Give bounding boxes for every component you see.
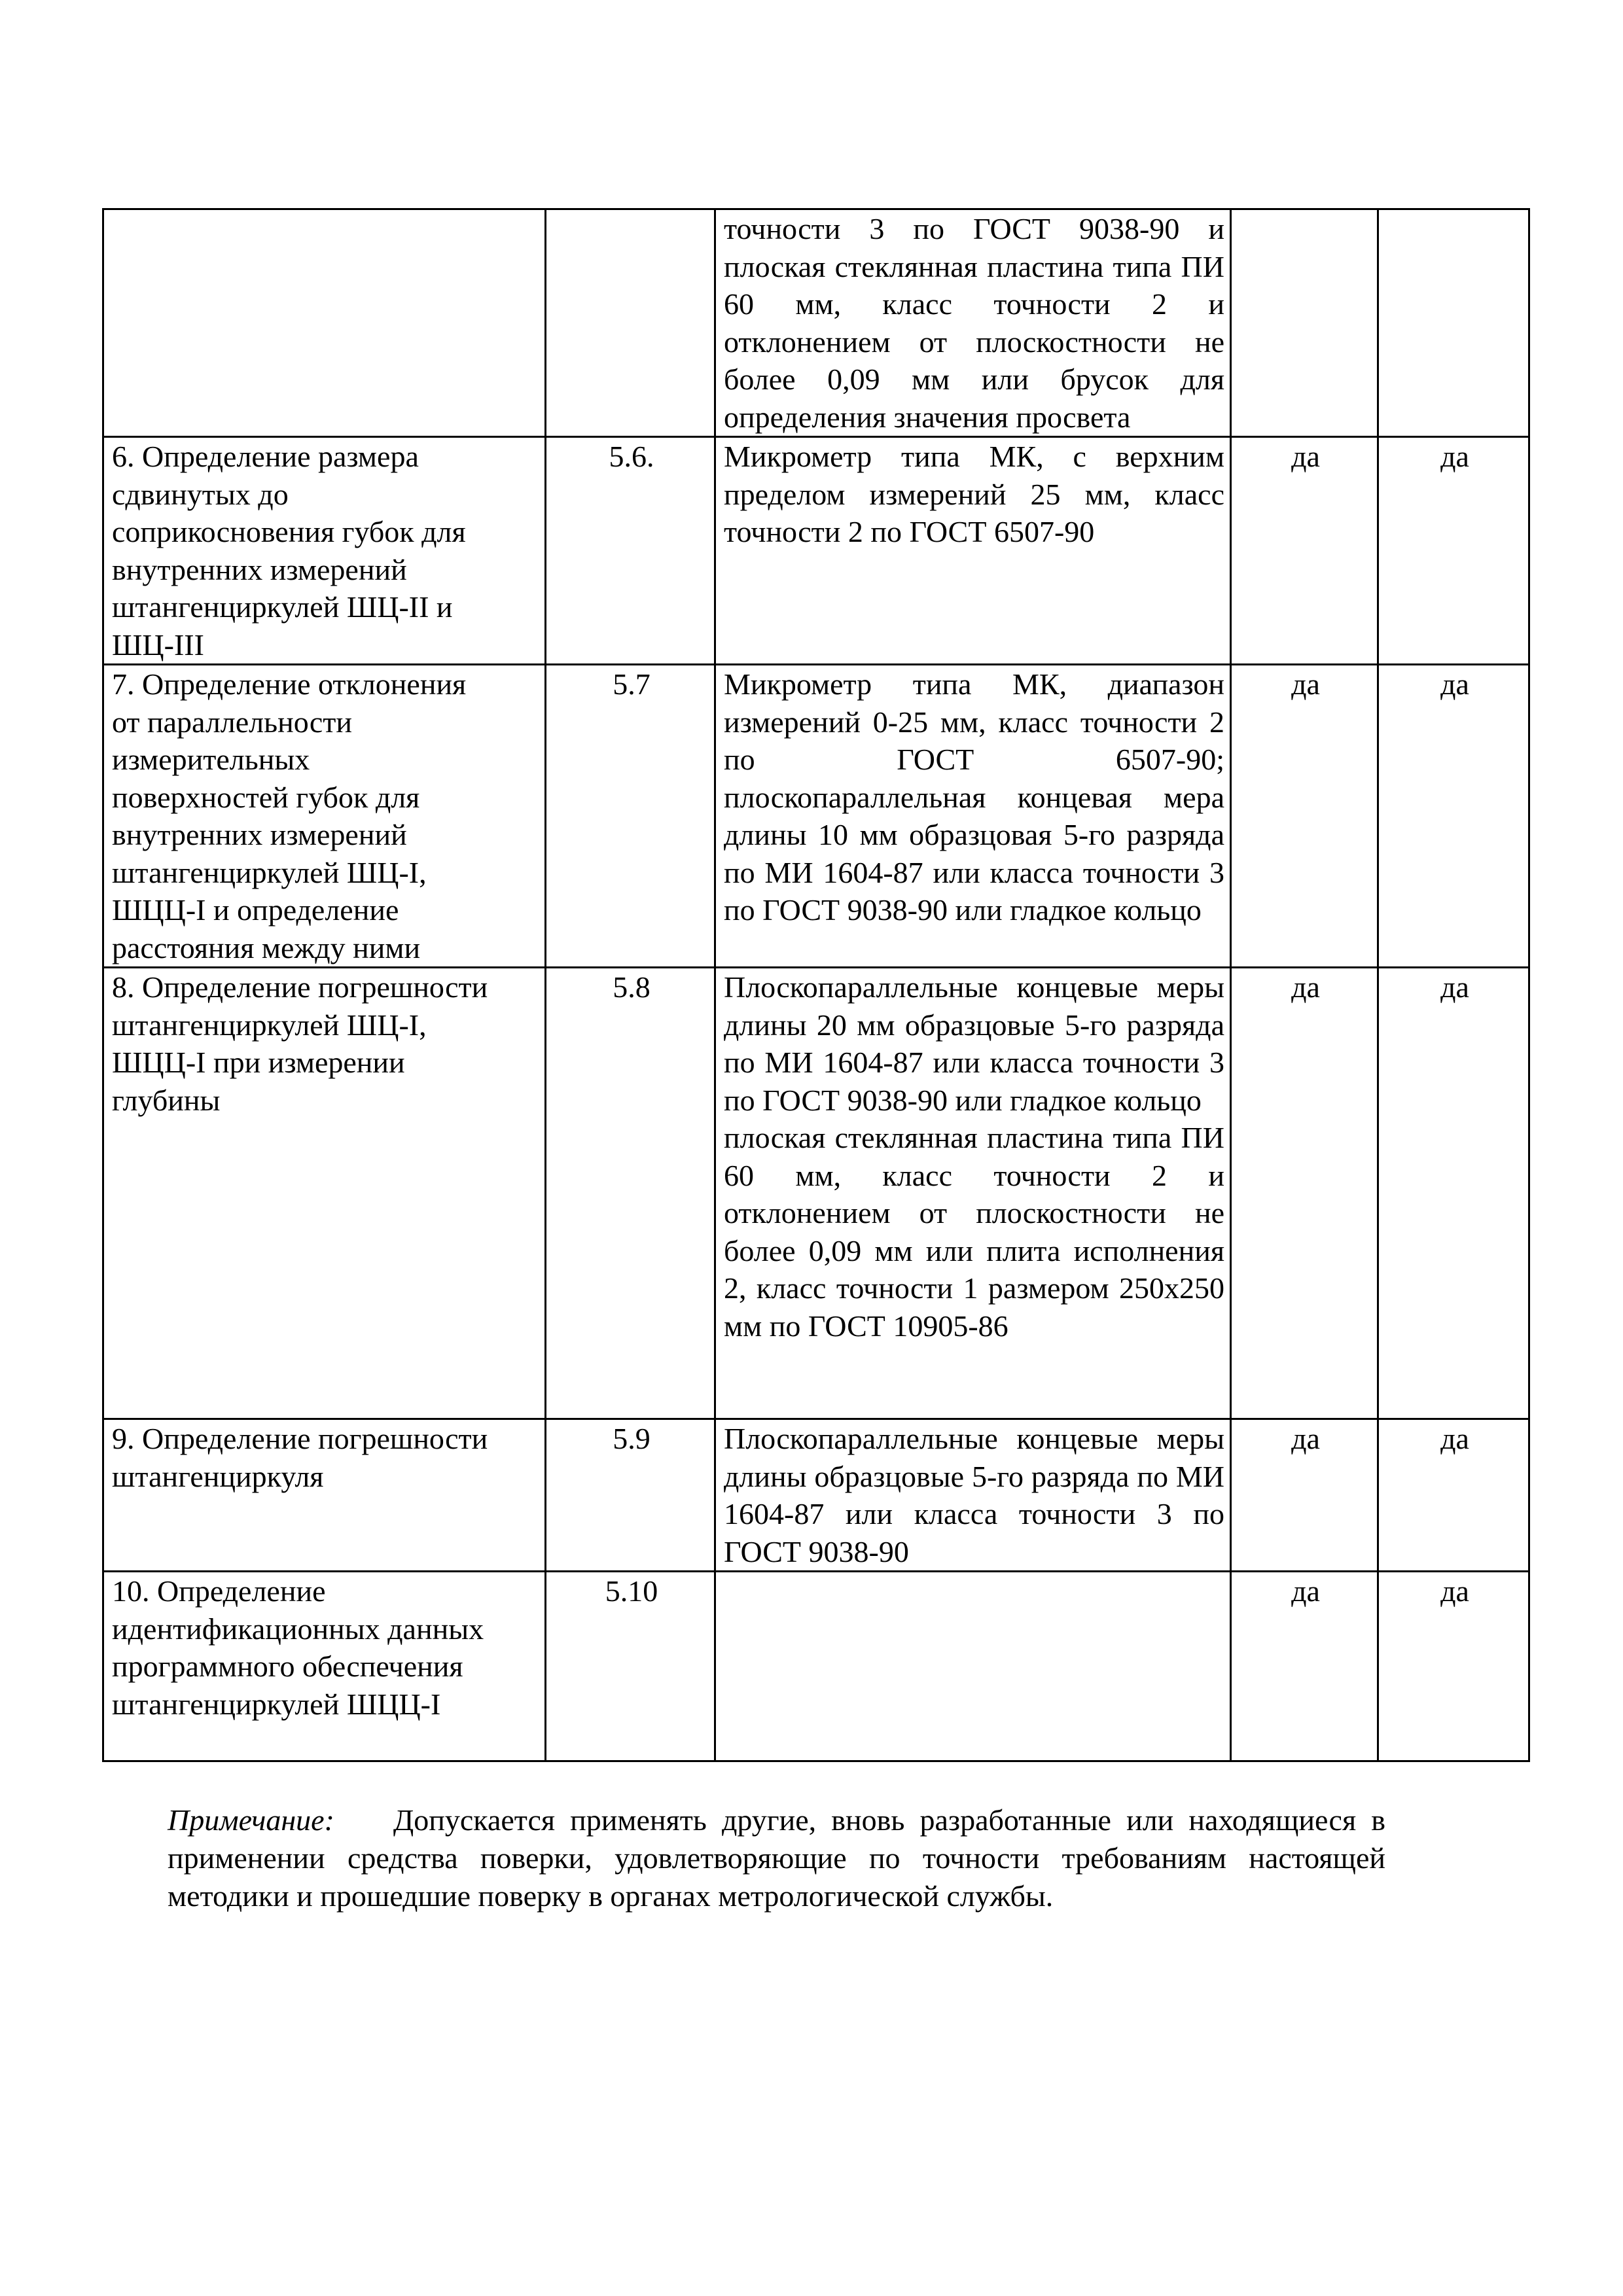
- method-item-cell: 5.9: [546, 1419, 715, 1572]
- primary-verification-cell: да: [1231, 665, 1378, 968]
- method-item-cell: 5.7: [546, 665, 715, 968]
- verification-means-cell: Микрометр типа МК, диапазон измерений 0-25 мм, класс точности 2 по ГОСТ 6507-90; плоскопараллельная концевая мера длины 10 мм образцовая 5-го разряда по МИ 1604-87 или класса точности 3 по ГОСТ 9038-90 или гладкое кольцо: [715, 665, 1231, 968]
- table-row: [103, 968, 1529, 1419]
- periodic-verification-cell: да: [1378, 437, 1529, 665]
- table-row: [103, 1419, 1529, 1572]
- method-item-cell: 5.6.: [546, 437, 715, 665]
- note-text: Допускается применять другие, вновь разработанные или находящиеся в применении средства поверки, удовлетворяющие по точности требованиям настоящей методики и прошедшие поверку в органах метрологической службы.: [168, 1803, 1385, 1913]
- verification-means-cell: Микрометр типа МК, с верхним пределом измерений 25 мм, класс точности 2 по ГОСТ 6507-90: [715, 437, 1231, 665]
- periodic-verification-cell: да: [1378, 665, 1529, 968]
- verification-means-cell: Плоскопараллельные концевые меры длины образцовые 5-го разряда по МИ 1604-87 или класса точности 3 по ГОСТ 9038-90: [715, 1419, 1231, 1572]
- method-item-cell: 5.10: [546, 1572, 715, 1761]
- table-row: [103, 1572, 1529, 1761]
- method-item-cell: 5.8: [546, 968, 715, 1419]
- periodic-verification-cell: да: [1378, 1419, 1529, 1572]
- table-row: [103, 209, 1529, 437]
- operation-cell: 7. Определение отклонения от параллельности измерительных поверхностей губок для внутренних измерений штангенциркулей ШЦ-I, ШЦЦ-I и определение расстояния между ними: [103, 665, 546, 968]
- verification-means-cell: точности 3 по ГОСТ 9038-90 и плоская стеклянная пластина типа ПИ 60 мм, класс точности 2 и отклонением от плоскостности не более 0,09 мм или брусок для определения значения просвета: [715, 209, 1231, 437]
- operation-cell: 9. Определение погрешности штангенциркуля: [103, 1419, 546, 1572]
- periodic-verification-cell: [1378, 209, 1529, 437]
- operation-cell: 10. Определение идентификационных данных программного обеспечения штангенциркулей ШЦЦ-I: [103, 1572, 546, 1761]
- primary-verification-cell: [1231, 209, 1378, 437]
- verification-means-cell: Плоскопараллельные концевые меры длины 20 мм образцовые 5-го разряда по МИ 1604-87 или класса точности 3 по ГОСТ 9038-90 или гладкое кольцо плоская стеклянная пластина типа ПИ 60 мм, класс точности 2 и отклонением от плоскостности не более 0,09 мм или плита исполнения 2, класс точности 1 размером 250x250 мм по ГОСТ 10905-86: [715, 968, 1231, 1419]
- verification-operations-table: [102, 208, 1530, 1762]
- primary-verification-cell: да: [1231, 1572, 1378, 1761]
- primary-verification-cell: да: [1231, 437, 1378, 665]
- table-row: [103, 665, 1529, 968]
- note-paragraph: [168, 1801, 1385, 1915]
- periodic-verification-cell: да: [1378, 1572, 1529, 1761]
- periodic-verification-cell: да: [1378, 968, 1529, 1419]
- primary-verification-cell: да: [1231, 968, 1378, 1419]
- method-item-cell: [546, 209, 715, 437]
- table-row: [103, 437, 1529, 665]
- verification-means-cell: [715, 1572, 1231, 1761]
- operation-cell: 8. Определение погрешности штангенциркулей ШЦ-I, ШЦЦ-I при измерении глубины: [103, 968, 546, 1419]
- operation-cell: 6. Определение размера сдвинутых до соприкосновения губок для внутренних измерений штангенциркулей ШЦ-II и ШЦ-III: [103, 437, 546, 665]
- primary-verification-cell: да: [1231, 1419, 1378, 1572]
- operation-cell: [103, 209, 546, 437]
- note-label: Примечание:: [168, 1803, 334, 1837]
